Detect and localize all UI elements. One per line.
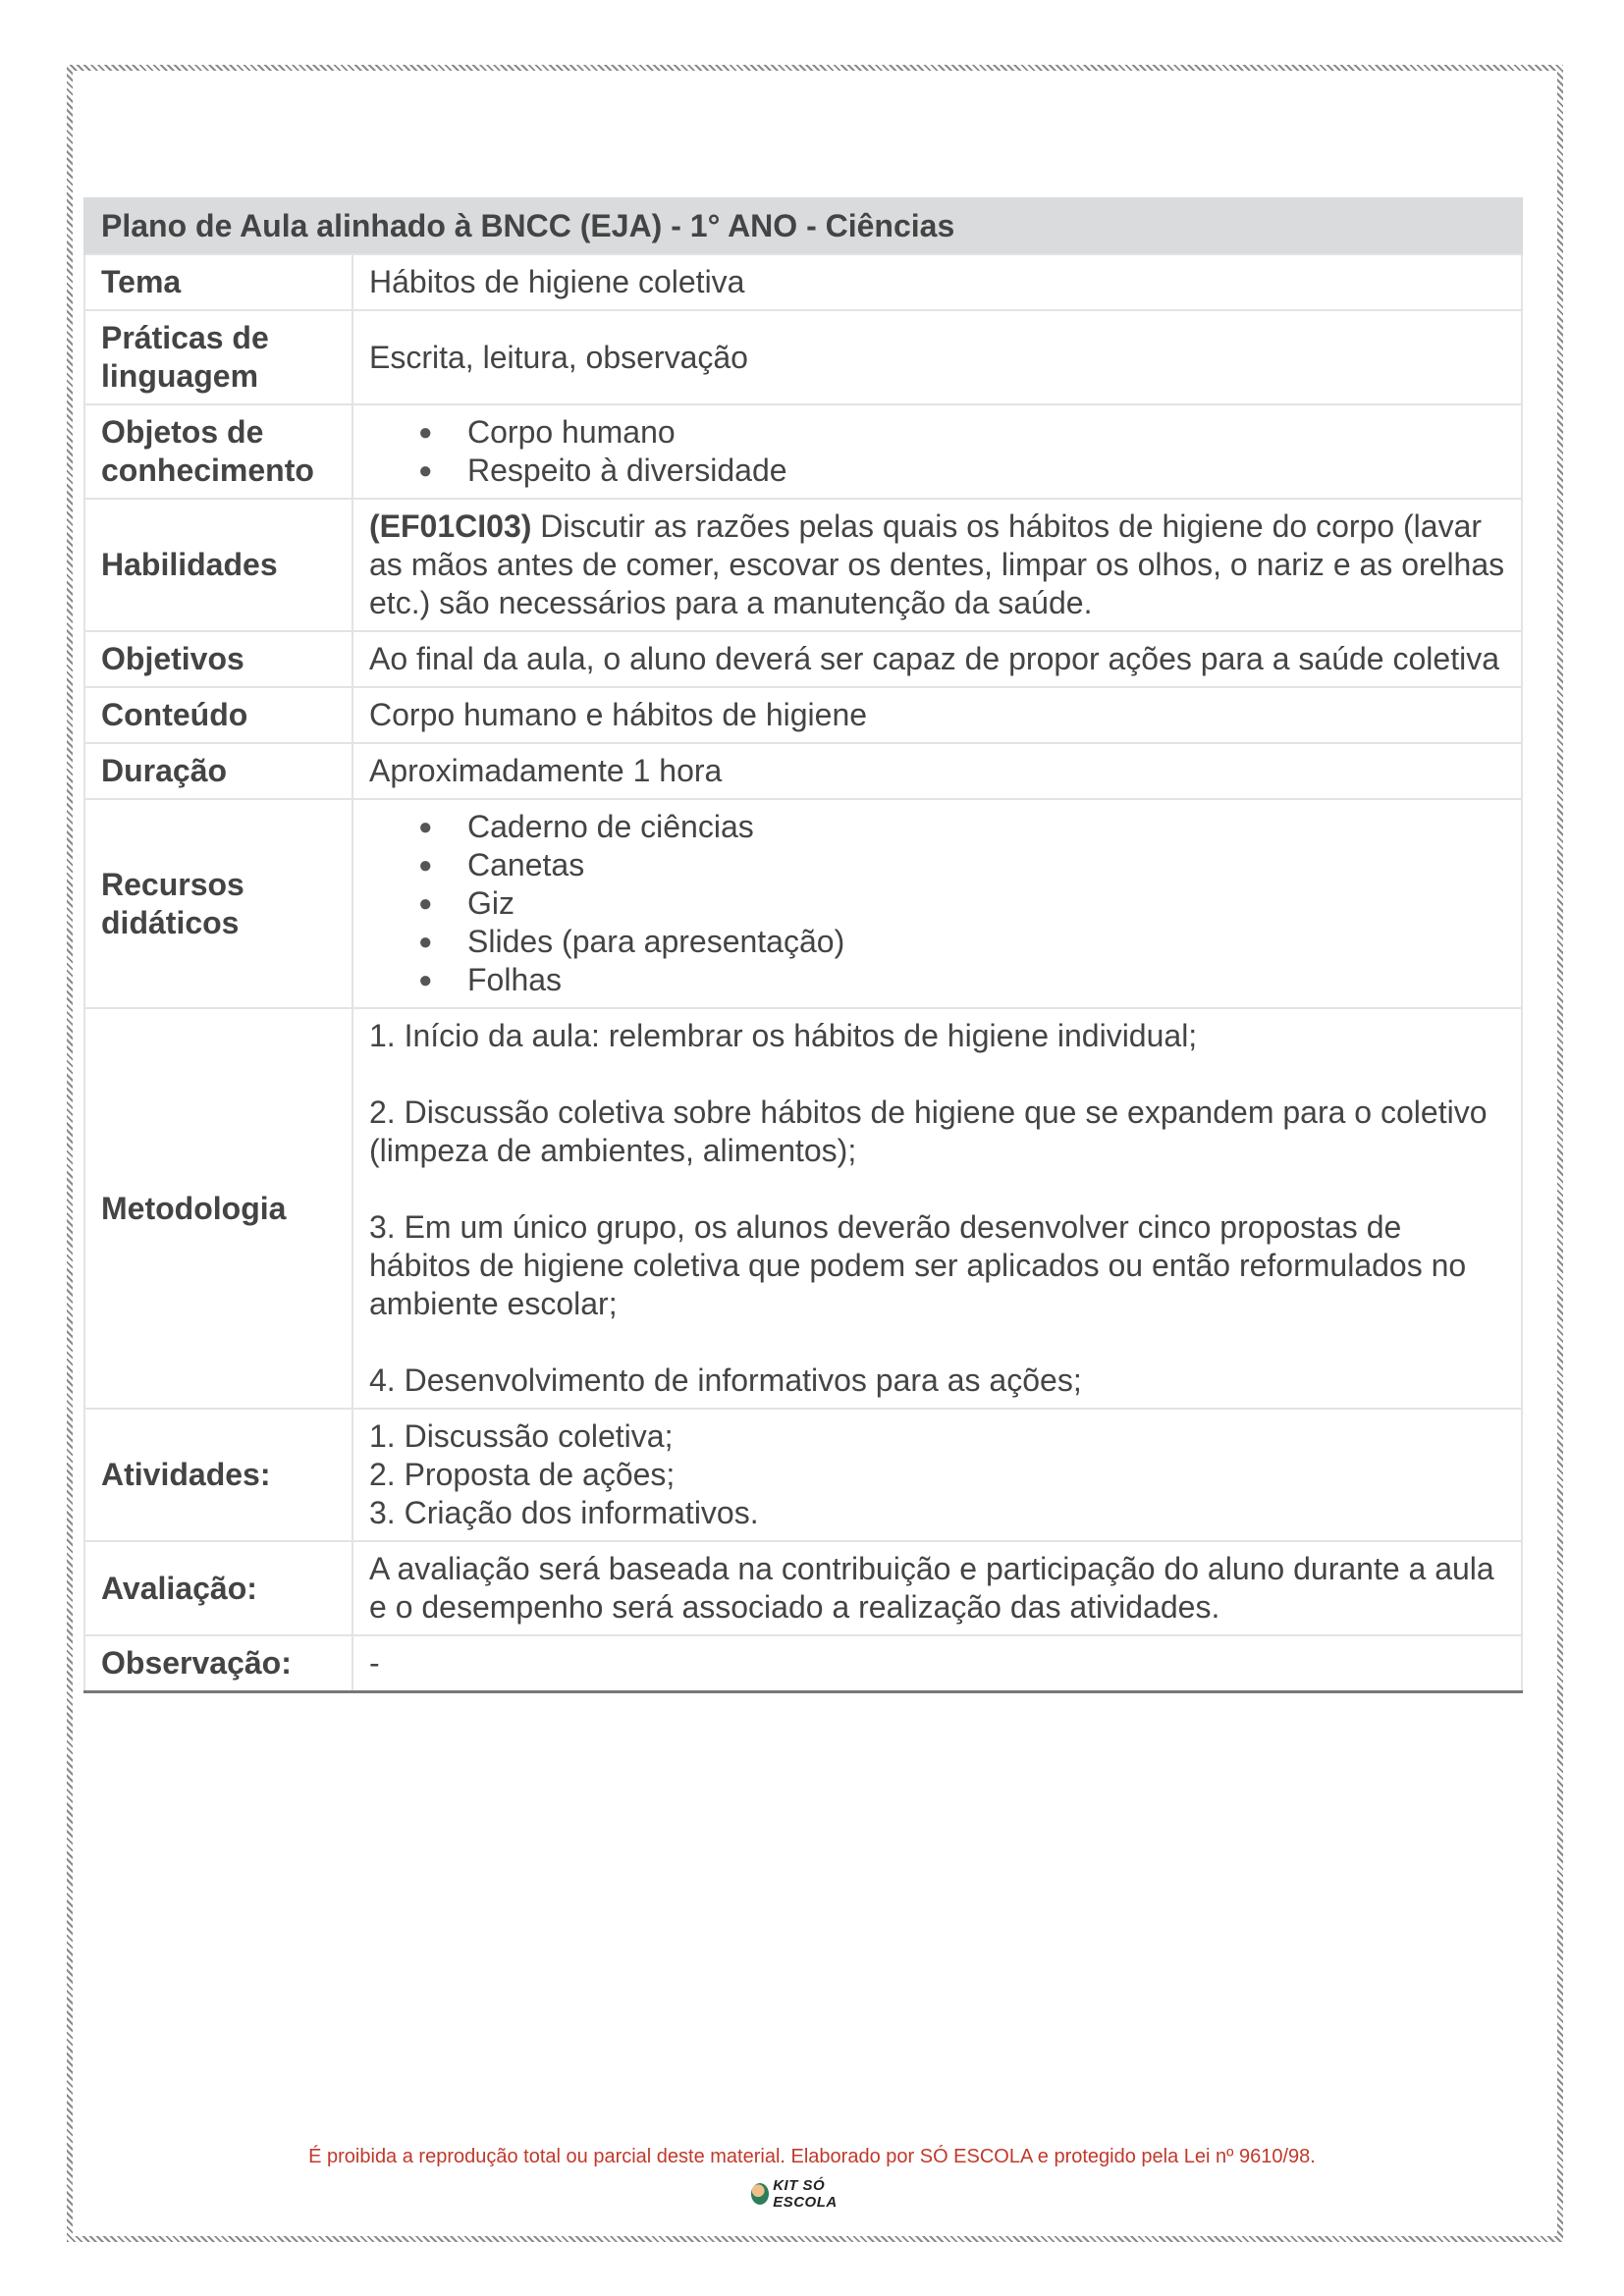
methodology-step: 4. Desenvolvimento de informativos para as ações; — [369, 1362, 1082, 1398]
kit-so-escola-logo — [751, 2177, 873, 2211]
table-row — [84, 1635, 1522, 1692]
recursos-list — [369, 808, 1505, 999]
table-row — [84, 254, 1522, 310]
activity-item: 1. Discussão coletiva; — [369, 1418, 674, 1454]
methodology-step: 1. Início da aula: relembrar os hábitos de higiene individual; — [369, 1018, 1198, 1053]
recursos-label: Recursos didáticos — [84, 799, 352, 1008]
table-row — [84, 687, 1522, 743]
atividades-label: Atividades: — [84, 1409, 352, 1541]
logo-text: KIT SÓ ESCOLA — [773, 2177, 838, 2211]
objetos-value — [352, 404, 1522, 499]
table-row — [84, 1541, 1522, 1635]
table-row — [84, 404, 1522, 499]
conteudo-value: Corpo humano e hábitos de higiene — [352, 687, 1522, 743]
table-row — [84, 799, 1522, 1008]
duracao-label: Duração — [84, 743, 352, 799]
objetos-list — [369, 413, 1505, 490]
skill-code: (EF01CI03) — [369, 508, 532, 544]
list-item: ● Slides (para apresentação) — [467, 923, 1505, 961]
copyright-notice: É proibida a reprodução total ou parcial deste material. Elaborado por SÓ ESCOLA e protegido pela Lei nº 9610/98. — [308, 2146, 1316, 2167]
observacao-value: - — [352, 1635, 1522, 1692]
table-row — [84, 1008, 1522, 1409]
list-item: ● Giz — [467, 884, 1505, 923]
objetos-label: Objetos de conhecimento — [84, 404, 352, 499]
praticas-value: Escrita, leitura, observação — [352, 310, 1522, 404]
observacao-label: Observação: — [84, 1635, 352, 1692]
activity-item: 2. Proposta de ações; — [369, 1457, 676, 1492]
praticas-label: Práticas de linguagem — [84, 310, 352, 404]
objetivos-label: Objetivos — [84, 631, 352, 687]
habilidades-value — [352, 499, 1522, 631]
tema-label: Tema — [84, 254, 352, 310]
table-row — [84, 499, 1522, 631]
methodology-step: 2. Discussão coletiva sobre hábitos de higiene que se expandem para o coletivo (limpeza de ambientes, alimentos); — [369, 1095, 1488, 1168]
atividades-value — [352, 1409, 1522, 1541]
list-item: ● Respeito à diversidade — [467, 452, 1505, 490]
metodologia-label: Metodologia — [84, 1008, 352, 1409]
avaliacao-value: A avaliação será baseada na contribuição e participação do aluno durante a aula e o desempenho será associado a realização das atividades. — [352, 1541, 1522, 1635]
recursos-value — [352, 799, 1522, 1008]
avaliacao-label: Avaliação: — [84, 1541, 352, 1635]
list-item: ● Canetas — [467, 846, 1505, 884]
habilidades-label: Habilidades — [84, 499, 352, 631]
tema-value: Hábitos de higiene coletiva — [352, 254, 1522, 310]
duracao-value: Aproximadamente 1 hora — [352, 743, 1522, 799]
skill-text: Discutir as razões pelas quais os hábitos de higiene do corpo (lavar as mãos antes de comer, escovar os dentes, limpar os olhos, o nariz e as orelhas etc.) são necessários para a manutenção da saúde. — [369, 508, 1505, 620]
objetivos-value: Ao final da aula, o aluno deverá ser capaz de propor ações para a saúde coletiva — [352, 631, 1522, 687]
metodologia-value — [352, 1008, 1522, 1409]
table-row — [84, 1409, 1522, 1541]
list-item: ● Corpo humano — [467, 413, 1505, 452]
methodology-step: 3. Em um único grupo, os alunos deverão desenvolver cinco propostas de hábitos de higiene coletiva que podem ser aplicados ou então reformulados no ambiente escolar; — [369, 1209, 1467, 1321]
list-item: ● Caderno de ciências — [467, 808, 1505, 846]
table-row — [84, 743, 1522, 799]
table-row — [84, 631, 1522, 687]
conteudo-label: Conteúdo — [84, 687, 352, 743]
lesson-plan-table — [83, 197, 1523, 1693]
list-item: ● Folhas — [467, 961, 1505, 999]
plan-title: Plano de Aula alinhado à BNCC (EJA) - 1° ANO - Ciências — [84, 198, 1522, 254]
table-header-row — [84, 198, 1522, 254]
table-row — [84, 310, 1522, 404]
activity-item: 3. Criação dos informativos. — [369, 1495, 759, 1530]
logo-mark-icon — [751, 2183, 769, 2205]
